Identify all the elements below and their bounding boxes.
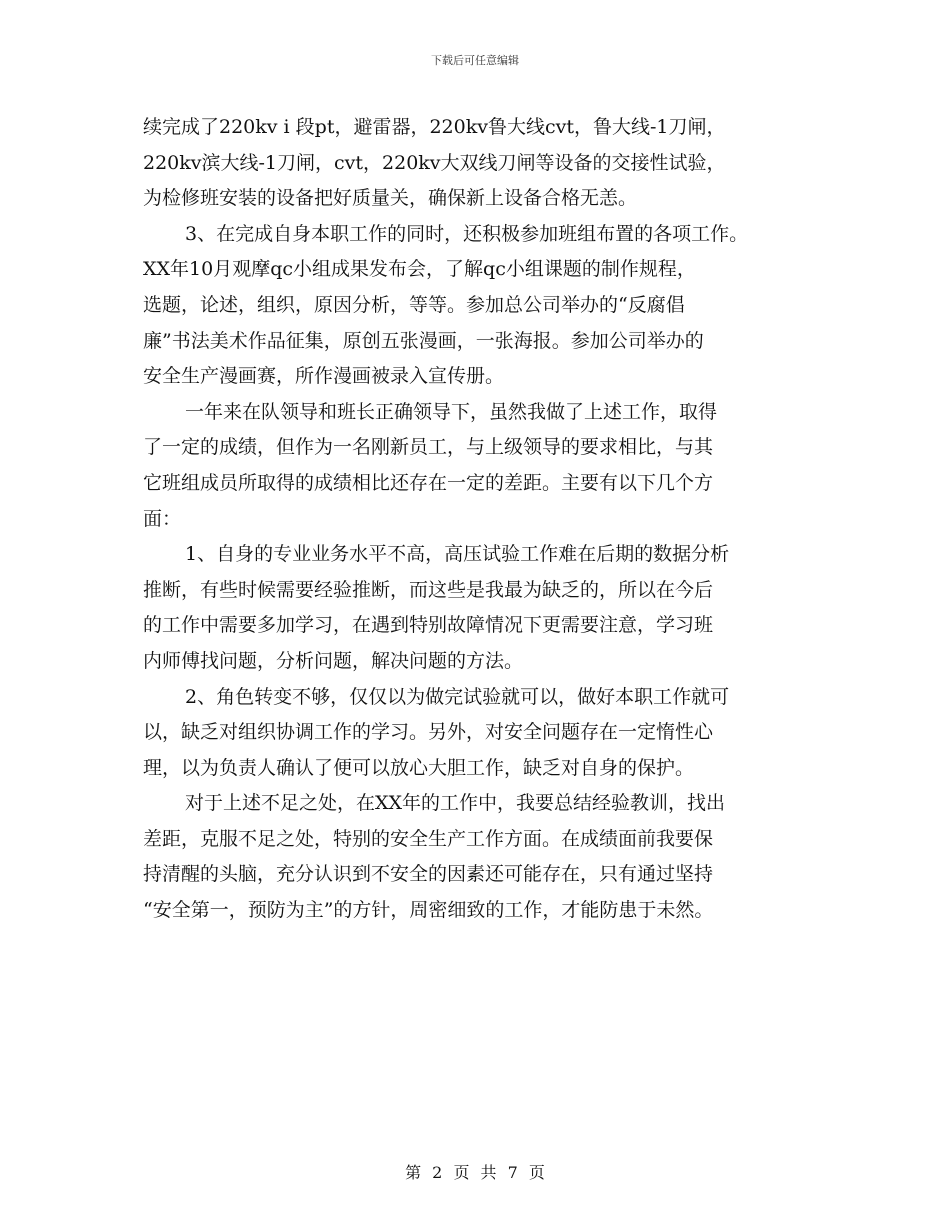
text-line: 对于上述不足之处，在XX年的工作中，我要总结经验教训，找出	[185, 792, 726, 815]
text-line: 2、角色转变不够，仅仅以为做完试验就可以，做好本职工作就可	[185, 685, 730, 708]
text-line: 持清醒的头脑，充分认识到不安全的因素还可能存在，只有通过坚持	[143, 863, 714, 886]
page-number-footer: 第 2 页 共 7 页	[405, 1163, 545, 1182]
page-header: 下载后可任意编辑	[431, 54, 519, 67]
text-line: 推断，有些时候需要经验推断，而这些是我最为缺乏的，所以在今后	[143, 578, 714, 601]
document-body	[143, 110, 815, 929]
text-line: 廉”书法美术作品征集，原创五张漫画，一张海报。参加公司举办的	[143, 329, 704, 352]
text-line: 为检修班安装的设备把好质量关，确保新上设备合格无恙。	[143, 187, 638, 210]
text-line: 选题，论述，组织，原因分析，等等。参加总公司举办的“反腐倡	[143, 293, 685, 316]
text-line: 续完成了220kv i 段pt，避雷器，220kv鲁大线cvt，鲁大线-1刀闸，	[143, 116, 726, 138]
text-line: “安全第一，预防为主”的方针，周密细致的工作，才能防患于未然。	[143, 899, 714, 922]
text-line: 以，缺乏对组织协调工作的学习。另外，对安全问题存在一定惰性心	[143, 721, 714, 744]
text-line: 3、在完成自身本职工作的同时，还积极参加班组布置的各项工作。	[185, 222, 749, 245]
text-line: 1、自身的专业业务水平不高，高压试验工作难在后期的数据分析	[185, 543, 730, 566]
text-line: 内师傅找问题，分析问题，解决问题的方法。	[143, 649, 524, 672]
text-line: 220kv滨大线-1刀闸，cvt，220kv大双线刀闸等设备的交接性试验，	[143, 151, 726, 174]
text-line: 它班组成员所取得的成绩相比还存在一定的差距。主要有以下几个方	[143, 471, 714, 494]
text-line: 了一定的成绩，但作为一名刚新员工，与上级领导的要求相比，与其	[143, 436, 714, 459]
text-line: 安全生产漫画赛，所作漫画被录入宣传册。	[143, 365, 505, 388]
text-line: 的工作中需要多加学习，在遇到特别故障情况下更需要注意，学习班	[143, 614, 714, 637]
text-line: 一年来在队领导和班长正确领导下，虽然我做了上述工作，取得	[185, 400, 718, 423]
text-line: 差距，克服不足之处，特别的安全生产工作方面。在成绩面前我要保	[143, 827, 714, 850]
text-line: 面：	[143, 507, 182, 530]
text-line: XX年10月观摩qc小组成果发布会，了解qc小组课题的制作规程，	[143, 258, 696, 281]
text-line: 理，以为负责人确认了便可以放心大胆工作，缺乏对自身的保护。	[143, 756, 695, 779]
